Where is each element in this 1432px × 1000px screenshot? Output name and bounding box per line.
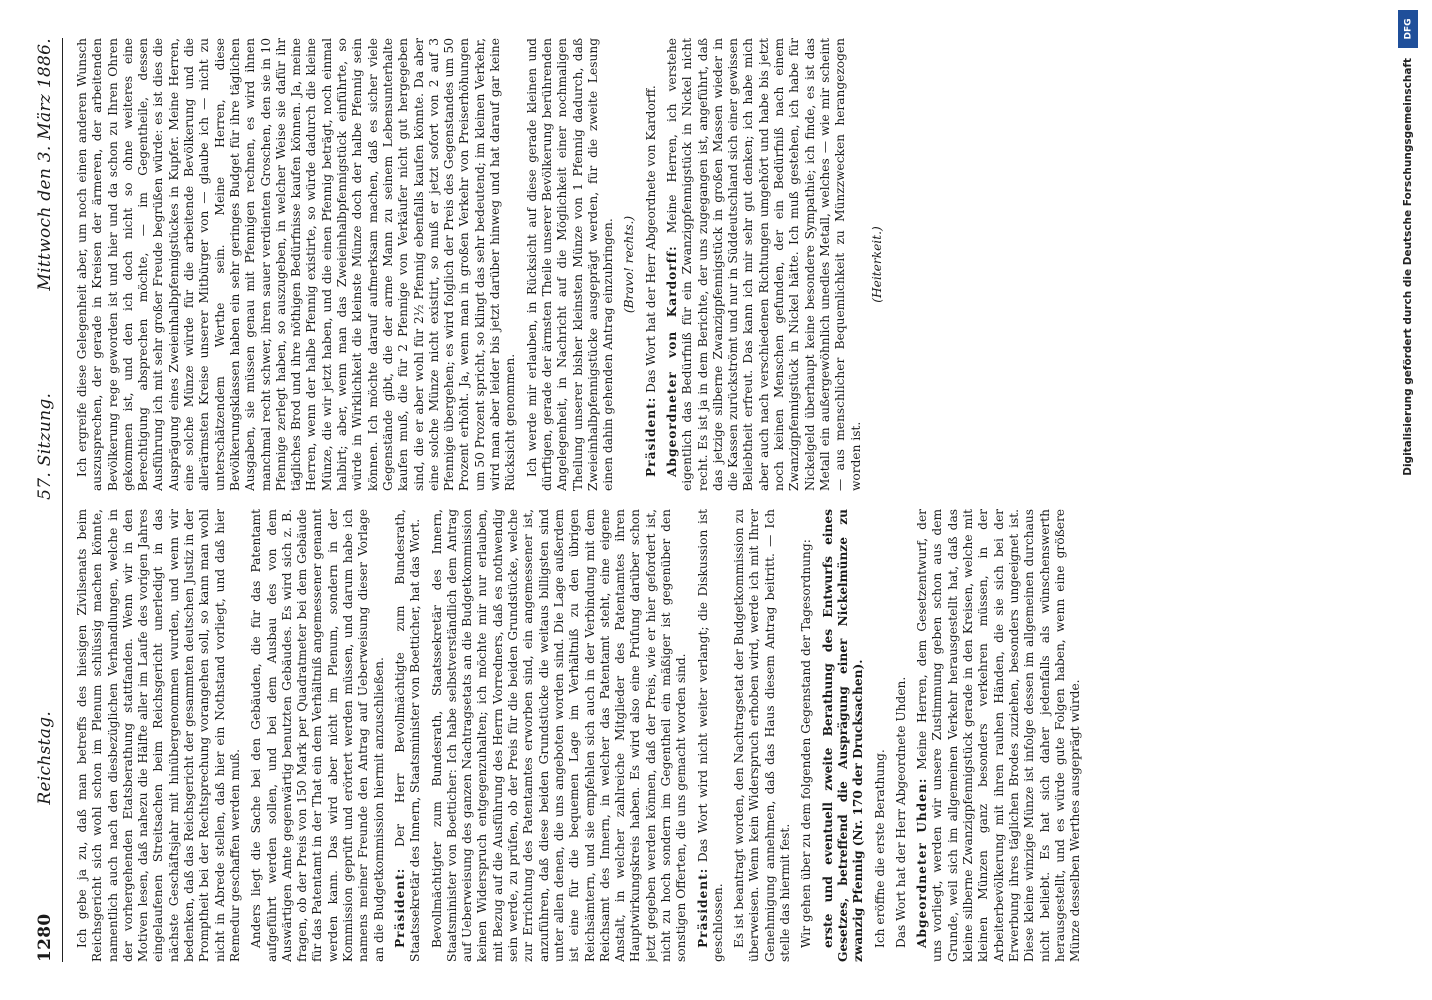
- session-title: 57. Sitzung.: [35, 392, 55, 500]
- speech-text: Meine Herren, ich verstehe eigentlich das Bedürfniß für ein Zwanzigpfennigstück in Nickel nicht recht. Es ist ja in dem Berichte, der uns zugegangen ist, angeführt, daß das jetzige silberne Zwanzigpfennigstück in großen Massen wieder in die Kassen zurückströmt und nur in Süddeutschland sich einer gewissen Beliebtheit erfreut. Das kann ich mir sehr gut denken; ich habe mich aber auch nach verschiedenen Richtungen umgehört und habe bis jetzt noch keinen Menschen gefunden, der ein Bedürfniß nach einem Zwanzigpfennigstück in Nickel hätte. Ich muß gestehen, ich habe für Nickelgeld überhaupt keine besondere Sympathie; ich finde, es ist das Metall ein außergewöhnlich unedles Metall, welches — wie mir scheint — aus menschlicher Bequemlichkeit zu Münzzwecken herangezogen worden ist.: [664, 38, 863, 491]
- page-number: 1280: [35, 913, 55, 962]
- speaker-name: Abgeordneter von Kardorff:: [664, 245, 679, 477]
- dfg-note-text: Digitalisierung gefördert durch die Deutsche Forschungsgemeinschaft: [1402, 58, 1414, 476]
- paragraph: Ich gebe ja zu, daß man betreffs des hiesigen Zivilsenats beim Reichsgericht sich wohl schon im Plenum schlüssig machen könnte, namentlich auch nach den diesbezüglichen Verhandlungen, welche in der vorhergehenden Etatsberathung stattfanden. Wenn wir in den Motiven lesen, daß nahezu die Hälfte aller im Laufe des vorigen Jahres eingelaufenen Streitsachen beim Reichsgericht unerledigt in das nächste Geschäftsjahr mit hinübergenommen wurden, und wenn wir bedenken, daß das Reichsgericht der gesammten deutschen Justiz in der Promptheit bei der Rechtsprechung vorangehen soll, so kann man wohl nicht in Abrede stellen, daß hier ein Nothstand vorliegt, und daß hier Remedur geschaffen werden muß.: [75, 509, 242, 962]
- dfg-funding-note: [1398, 14, 1418, 984]
- interjection: (Bravo! rechts.): [622, 215, 637, 314]
- speaker-name: Präsident:: [695, 867, 710, 948]
- paragraph: Ich ergreife diese Gelegenheit aber, um noch einen anderen Wunsch auszusprechen, der gerade in Kreisen der ärmeren, der arbeitenden Bevölkerung rege geworden ist und hier und da schon zu Ihren Ohren gekommen ist, und den ich doch nicht so ohne weiteres eine Berechtigung absprechen möchte, — im Gegentheile, dessen Ausführung ich mit sehr großer Freude begrüßen würde: es ist dies die Ausprägung eines Zweieinhalbpfennigstückes in Kupfer. Meine Herren, eine solche Münze würde für die arbeitende Bevölkerung und die allerärmsten Kreise unserer Mitbürger von — glaube ich — nicht zu unterschätzendem Werthe sein. Meine Herren, diese Bevölkerungsklassen haben ein sehr geringes Budget für ihre täglichen Ausgaben, sie müssen genau mit Pfennigen rechnen, es wird ihnen manchmal recht schwer, ihren sauer verdienten Groschen, den sie in 10 Pfennige zerlegt haben, so auszugeben, in welcher Weise sie dafür ihr tägliches Brod und ihre nöthigen Bedürfnisse kaufen können. Ja, meine Herren, wenn der halbe Pfennig existirte, so würde dadurch die kleine Münze, die wir jetzt haben, und die einen Pfennig beträgt, noch einmal halbirt; aber, wenn man das Zweieinhalbpfennigstück einführte, so würde in Wirklichkeit die kleinste Münze doch der halbe Pfennig sein können. Ich möchte darauf aufmerksam machen, daß es sicher viele Gegenstände gibt, die der arme Mann zu seinem Lebensunterhalte kaufen muß, die für 2 Pfennige von Verkäufer nicht gut hergegeben sind, die er aber wohl für 2½ Pfennig ebenfalls kaufen könnte. Da aber eine solche Münze nicht existirt, so muß er jetzt sofort von 2 auf 3 Pfennige übergehen; es wird folglich der Preis des Gegenstandes um 50 Prozent erhöht. Ja, wenn man in großen Verkehr von Preiserhöhungen um 50 Prozent spricht, so klingt das sehr bedeutend; im kleinen Verkehr, wird man aber leider bis jetzt darüber hinweg und hat darauf gar keine Rücksicht genommen.: [75, 38, 518, 491]
- agenda-item: erste und eventuell zweite Berathung des Entwurfs eines Gesetzes, betreffend die Ausprägung einer Nickelmünze zu zwanzig Pfennig (Nr. 170 der Drucksachen).: [820, 509, 866, 962]
- speaker-name: Abgeordneter Uhden:: [915, 777, 930, 948]
- speech: [393, 509, 424, 962]
- speech: [644, 38, 659, 491]
- speech-text: Das Wort hat der Herr Abgeordnete von Kardorff.: [643, 85, 658, 393]
- paragraph: Wir gehen über zu dem folgenden Gegenstand der Tagesordnung:: [799, 539, 814, 948]
- page-header: [34, 38, 63, 962]
- column-left: [75, 509, 1345, 962]
- speaker-name: Präsident:: [392, 867, 407, 948]
- speech: [696, 509, 727, 962]
- paragraph: Anders liegt die Sache bei den Gebäuden, die für das Patentamt aufgeführt werden sollen, und bei dem Ausbau des von dem Auswärtigen Amte gegenwärtig benutzten Gebäudes. Es wird sich z. B. fragen, ob der Preis von 150 Mark per Quadratmeter bei dem Gebäude für das Patentamt in der That ein dem Verhältniß angemessener genannt werden kann. Das wird aber nicht im Plenum, sondern in der Kommission geprüft und erörtert werden müssen, und darum habe ich namens meiner Freunde den Antrag auf Ueberweisung dieser Vorlage an die Budgetkommission hiermit anzuschließen.: [249, 509, 386, 962]
- speech-text: Der Herr Bevollmächtigte zum Bundesrath, Staatssekretär des Innern, Staatsminister von Boetticher, hat das Wort.: [392, 509, 423, 962]
- session-date: Mittwoch den 3. März 1886.: [35, 37, 55, 291]
- speech-text: Meine Herren, dem Gesetzentwurf, der uns vorliegt, werden wir unsere Zustimmung geben schon aus dem Grunde, weil sich im allgemeinen Verkehr herausgestellt hat, daß das kleine silberne Zwanzigpfennigstück gerade in den Kreisen, welche mit kleinen Münzen ganz besonders verkehren müssen, in der Arbeiterbevölkerung mit ihren rauhen Händen, die sie sich bei der Erwerbung ihres täglichen Brodes zuziehen, besonders ungeeignet ist. Diese kleine winzige Münze ist infolge dessen im allgemeinen durchaus nicht beliebt. Es hat sich daher jedenfalls als wünschenswerth herausgestellt, und es würde gute Folgen haben, wenn eine größere Münze desselben Werthes ausgeprägt würde.: [915, 509, 1083, 962]
- paragraph: Ich eröffne die erste Berathung.: [872, 749, 887, 948]
- paragraph: Ich werde mir erlauben, in Rücksicht auf diese gerade kleinen und dürftigen, gerade der ärmsten Theile unserer Bevölkerung berührenden Angelegenheit, in Nachricht auf die Möglichkeit einer nochmaligen Theilung unserer bisher kleinsten Münze von 1 Pfennig dadurch, daß Zweieinhalbpfennigstücke ausgeprägt werden, für die zweite Lesung einen dahin gehenden Antrag einzubringen.: [524, 38, 616, 491]
- paragraph: Bevollmächtigter zum Bundesrath, Staatssekretär des Innern, Staatsminister von Boetticher: Ich habe selbstverständlich dem Antrag auf Ueberweisung des ganzen Nachtragsetats an die Budgetkommission keinen Widerspruch entgegenzuhalten; ich möchte mir nur erlauben, mit Bezug auf die Ausführung des Herrn Vorredners, daß es nothwendig sein werde, zu prüfen, ob der Preis für die beiden Grundstücke, welche zur Errichtung des Patentamtes erworben sind, ein angemessener ist, anzuführen, daß diese beiden Grundstücke die weitaus billigsten sind unter allen denen, die uns angeboten worden sind. Die Lage außerdem ist eine für die bequemen Lage im Verhältniß zu den übrigen Reichsämtern, und sie empfehlen sich auch in der Verbindung mit dem Reichsamt des Innern, in welcher das Patentamt steht, eine eigene Anstalt, in welcher zahlreiche Mitglieder des Patentamtes ihren Hauptwirkungskreis haben. Es wird also eine Prüfung darüber schon jetzt gegeben werden können, daß der Preis, wie er hier gefordert ist, nicht zu hoch sondern im Gegentheil ein mäßiger ist gegenüber den sonstigen Offerten, die uns gemacht worden sind.: [429, 509, 689, 962]
- paragraph: Es ist beantragt worden, den Nachtragsetat der Budgetkommission zu überweisen. Wenn kein Widerspruch erhoben wird, werde ich mit Ihrer Genehmigung annehmen, daß das Haus diesem Antrag beitritt. — Ich stelle das hiermit fest.: [732, 509, 793, 962]
- speech: [915, 509, 1083, 962]
- speaker-name: Präsident:: [643, 396, 658, 477]
- dfg-logo-text: DFG: [1403, 18, 1414, 40]
- text-columns: [75, 38, 1345, 962]
- paragraph: Das Wort hat der Herr Abgeordnete Uhden.: [893, 676, 908, 948]
- speech: [665, 38, 864, 491]
- speech-text: Das Wort wird nicht weiter verlangt; die Diskussion ist geschlossen.: [695, 509, 725, 962]
- parliament-title: Reichstag.: [35, 710, 55, 805]
- column-right: [75, 38, 1345, 491]
- interjection: (Heiterkeit.): [869, 226, 884, 303]
